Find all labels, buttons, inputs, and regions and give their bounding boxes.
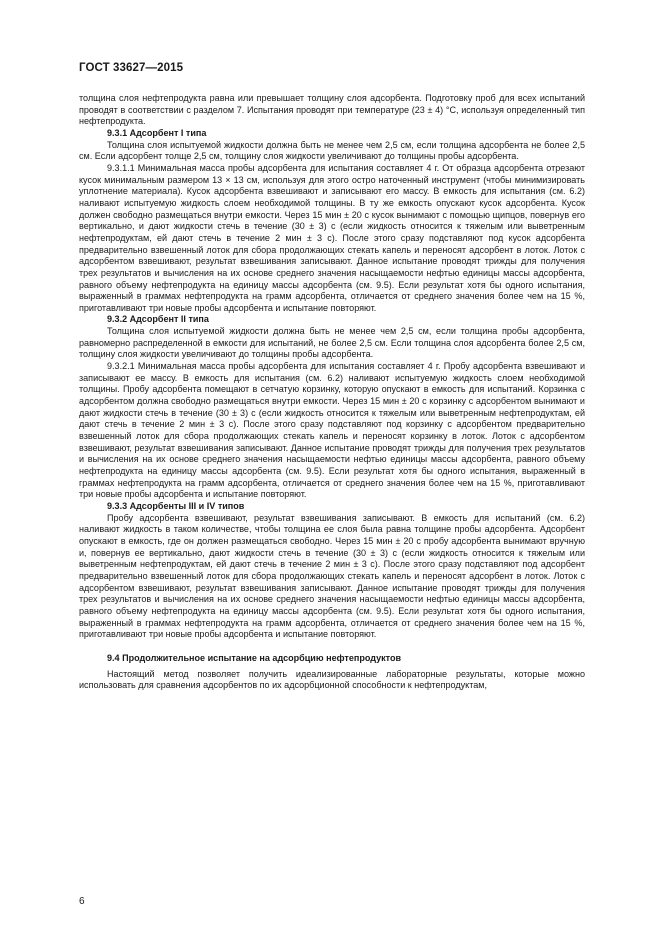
- document-body: [79, 93, 585, 692]
- paragraph-9-4: Настоящий метод позволяет получить идеализированные лабораторные результаты, которые можно использовать для сравнения адсорбентов по их адсорбционной способности к нефтепродуктам,: [79, 668, 585, 691]
- paragraph-9-3-1-1: 9.3.1.1 Минимальная масса пробы адсорбента для испытания составляет 4 г. От образца адсорбента отрезают кусок минимальным размером 13 × 13 см, используя для этого остро наточенный инструмент (чтобы минимизировать уплотнение материала). Кусок адсорбента взвешивают и записывают его массу. В емкость для испытания (см. 6.2) наливают испытуемую жидкость слоем необходимой толщины. В ту же емкость опускают кусок адсорбента. Кусок должен свободно размещаться внутри емкости. Через 15 мин ± 20 с кусок вынимают с помощью щипцов, повернув его вертикально, и дают жидкости стечь в течение (30 ± 3) с (если жидкость относится к тяжелым или выветренным нефтепродуктам, ей дают стечь в течение 2 мин ± 3 с). После этого сразу подставляют под кусок адсорбента предварительно взвешенный лоток для сбора продолжающих стекать капель и переносят адсорбент в лоток. Лоток с адсорбентом взвешивают, результат взвешивания записывают. Данное испытание проводят трижды для получения трех результатов и вычисления на их основе среднего значения насыщаемости нефтью единицы массы адсорбента, равного объему нефтепродукта на единицу массы адсорбента (см. 9.5). Если результат хотя бы одного испытания, выраженный в граммах нефтепродукта на грамм адсорбента, отличается от среднего значения более чем на 15 %, приготавливают три новые пробы адсорбента и испытание повторяют.: [79, 162, 585, 313]
- paragraph-9-3-2-1: 9.3.2.1 Минимальная масса пробы адсорбента для испытания составляет 4 г. Пробу адсорбента взвешивают и записывают ее массу. В емкость для испытания (см. 6.2) наливают испытуемую жидкость слоем необходимой толщины. Пробу адсорбента помещают в сетчатую корзинку, которую опускают в емкость для испытаний. Корзинка с адсорбентом должна свободно размещаться внутри емкости. Через 15 мин ± 20 с корзинку с адсорбентом вынимают и дают жидкости стечь в течение (30 ± 3) с (если жидкость относится к тяжелым или выветренным нефтепродуктам, ей дают стечь в течение 2 мин ± 3 с). После этого сразу подставляют под корзинку с адсорбентом предварительно взвешенный лоток для сбора продолжающих стекать капель и переносят корзинку в лоток. Лоток с адсорбентом взвешивают, результат взвешивания записывают. Данное испытание проводят трижды для получения трех результатов и вычисления на их основе среднего значения насыщаемости нефтью единицы массы адсорбента, равного объему нефтепродукта на единицу массы адсорбента (см. 9.5). Если результат хотя бы одного испытания, выраженный в граммах нефтепродукта на грамм адсорбента, отличается от среднего значения более чем на 15 %, приготавливают три новые пробы адсорбента и испытание повторяют.: [79, 361, 585, 500]
- heading-9-3-2: 9.3.2 Адсорбент II типа: [107, 314, 209, 325]
- page-number: 6: [79, 896, 85, 907]
- paragraph-9-3-1: Толщина слоя испытуемой жидкости должна быть не менее чем 2,5 см, если толщина адсорбента не более 2,5 см. Если адсорбент толще 2,5 см, толщину слоя жидкости увеличивают до толщины пробы адсорбента.: [79, 139, 585, 162]
- heading-9-3-3: 9.3.3 Адсорбенты III и IV типов: [107, 500, 245, 511]
- paragraph-continued: толщина слоя нефтепродукта равна или превышает толщину слоя адсорбента. Подготовку проб для всех испытаний проводят в соответствии с разделом 7. Испытания проводят при температуре (23 ± 4) °С, используя определенный тип нефтепродукта.: [79, 93, 585, 127]
- heading-9-3-1: 9.3.1 Адсорбент I типа: [107, 127, 207, 138]
- document-header: ГОСТ 33627—2015: [79, 62, 184, 74]
- paragraph-9-3-2: Толщина слоя испытуемой жидкости должна быть не менее чем 2,5 см, если толщина пробы адсорбента, равномерно распределенной в емкости для испытаний, не более 2,5 см. Если толщина слоя адсорбента более 2,5 см, толщину слоя жидкости увеличивают до толщины пробы адсорбента.: [79, 326, 585, 360]
- paragraph-9-3-3: Пробу адсорбента взвешивают, результат взвешивания записывают. В емкость для испытаний (см. 6.2) наливают жидкость в таком количестве, чтобы толщина ее слоя была равна толщине пробы адсорбента. Адсорбент опускают в емкость, где он должен размещаться свободно. Через 15 мин ± 20 с пробу адсорбента вынимают вручную и, повернув ее вертикально, дают жидкости стечь в течение (30 ± 3) с (если жидкость относится к тяжелым или выветренным нефтепродуктам, ей дают стечь в течение 2 мин ± 3 с). После этого сразу подставляют под адсорбент предварительно взвешенный лоток для сбора продолжающих стекать капель и переносят адсорбент в лоток. Лоток с адсорбентом взвешивают, результат взвешивания записывают. Данное испытание проводят трижды для получения трех результатов и вычисления на их основе среднего значения насыщаемости нефтью единицы массы адсорбента, равного объему нефтепродукта на единицу массы адсорбента (см. 9.5). Если результат хотя бы одного испытания, выраженный в граммах нефтепродукта на грамм адсорбента, отличается от среднего значения более чем на 15 %, приготавливают три новые пробы адсорбента и испытание повторяют.: [79, 512, 585, 640]
- heading-9-4: 9.4 Продолжительное испытание на адсорбцию нефтепродуктов: [107, 652, 402, 663]
